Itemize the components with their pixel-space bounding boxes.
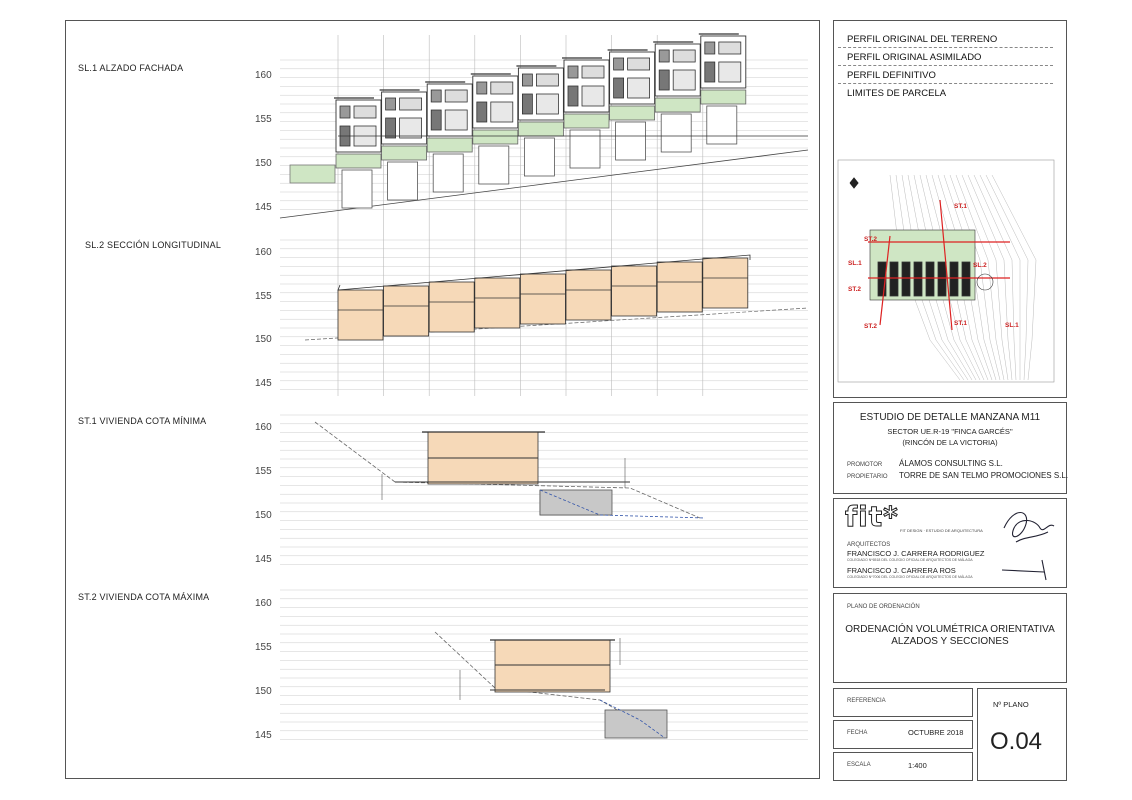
legend-item-3: PERFIL DEFINITIVO	[847, 70, 936, 81]
owner-value: TORRE DE SAN TELMO PROMOCIONES S.L.	[899, 471, 1069, 480]
terrace	[610, 106, 655, 120]
elev-st1-145: 145	[255, 554, 272, 565]
keymap-label-st2-b: ST.2	[864, 323, 878, 330]
window	[582, 86, 604, 106]
volume-fill	[566, 270, 611, 320]
elev-sl1-145: 145	[255, 202, 272, 213]
garage	[524, 138, 554, 176]
legend-item-2: PERFIL ORIGINAL ASIMILADO	[847, 52, 982, 63]
plan-label: PLANO DE ORDENACIÓN	[847, 604, 920, 610]
garage	[342, 170, 372, 208]
window	[431, 90, 441, 102]
window	[568, 66, 578, 78]
window	[354, 106, 376, 118]
terrace	[336, 154, 381, 168]
terrace	[518, 122, 563, 136]
garage	[707, 106, 737, 144]
window	[582, 66, 604, 78]
architects-label: ARQUITECTOS	[847, 542, 891, 548]
terrace	[564, 114, 609, 128]
promotor-value: ÁLAMOS CONSULTING S.L.	[899, 459, 1003, 468]
window	[568, 86, 578, 106]
window	[628, 58, 650, 70]
window	[719, 42, 741, 54]
date-value: OCTUBRE 2018	[908, 728, 964, 737]
window	[659, 50, 669, 62]
section-label-st2: ST.2 VIVIENDA COTA MÁXIMA	[78, 592, 210, 602]
architect-1-note: COLEGIADO Nº6518 DEL COLEGIO OFICIAL DE ARQUITECTOS DE MÁLAGA	[847, 558, 973, 562]
volume-fill	[338, 290, 383, 340]
keymap-label-st2: ST.2	[864, 236, 878, 243]
keymap-label-sl2: SL.2	[973, 262, 987, 269]
garage	[479, 146, 509, 184]
architect-1: FRANCISCO J. CARRERA RODRIGUEZ	[847, 549, 985, 558]
project-location: (RINCÓN DE LA VICTORIA)	[902, 438, 998, 447]
volume-fill	[612, 266, 657, 316]
volume-fill	[429, 282, 474, 332]
window	[445, 110, 467, 130]
keymap-label-sl1: SL.1	[848, 260, 862, 267]
window	[400, 118, 422, 138]
section-label-sl1: SL.1 ALZADO FACHADA	[78, 63, 184, 73]
keymap-label-sl1-b: SL.1	[1005, 322, 1019, 329]
window	[431, 110, 441, 130]
window	[477, 102, 487, 122]
garage	[388, 162, 418, 200]
firm-logo: fit*	[845, 500, 899, 533]
volume-fill	[475, 278, 520, 328]
window	[400, 98, 422, 110]
plan-number: O.04	[990, 728, 1043, 755]
window	[719, 62, 741, 82]
elev-sl2-160: 160	[255, 247, 272, 258]
elev-st1-160: 160	[255, 422, 272, 433]
garden-terrace	[290, 165, 335, 183]
scale-value: 1:400	[908, 761, 927, 770]
elev-sl1-155: 155	[255, 114, 272, 125]
volume-fill	[384, 286, 429, 336]
architect-2: FRANCISCO J. CARRERA ROS	[847, 566, 956, 575]
window	[491, 102, 513, 122]
legend-line-2	[838, 65, 1053, 66]
date-label: FECHA	[847, 730, 868, 736]
window	[445, 90, 467, 102]
signature	[996, 502, 1060, 582]
elev-sl2-150: 150	[255, 334, 272, 345]
terrace	[473, 130, 518, 144]
window	[491, 82, 513, 94]
firm-tagline: FIT DESIGN · ESTUDIO DE ARQUITECTURA	[900, 528, 983, 533]
section-label-sl2: SL.2 SECCIÓN LONGITUDINAL	[85, 240, 222, 250]
window	[614, 58, 624, 70]
elev-sl1-150: 150	[255, 158, 272, 169]
window	[536, 74, 558, 86]
section-label-st1: ST.1 VIVIENDA COTA MÍNIMA	[78, 416, 207, 426]
garage	[433, 154, 463, 192]
keymap-label-sl-b: ST.2	[848, 286, 862, 293]
elev-sl1-160: 160	[255, 70, 272, 81]
elev-st2-155: 155	[255, 642, 272, 653]
legend-item-1: PERFIL ORIGINAL DEL TERRENO	[847, 34, 998, 45]
window	[673, 70, 695, 90]
terrace	[382, 146, 427, 160]
volume-fill	[495, 640, 610, 692]
window	[614, 78, 624, 98]
promotor-label: PROMOTOR	[847, 462, 883, 468]
window	[673, 50, 695, 62]
plan-number-label: Nº PLANO	[993, 700, 1029, 709]
project-sector: SECTOR UE.R-19 "FINCA GARCÉS"	[887, 427, 1013, 436]
volume-fill	[657, 262, 702, 312]
terrace	[427, 138, 472, 152]
window	[386, 98, 396, 110]
window	[340, 106, 350, 118]
window	[386, 118, 396, 138]
window	[659, 70, 669, 90]
plan-title-1: ORDENACIÓN VOLUMÉTRICA ORIENTATIVA	[845, 624, 1055, 635]
elev-st2-145: 145	[255, 730, 272, 741]
terrace	[655, 98, 700, 112]
elev-st2-150: 150	[255, 686, 272, 697]
project-title: ESTUDIO DE DETALLE MANZANA M11	[859, 412, 1041, 423]
window	[477, 82, 487, 94]
legend-item-4: LIMITES DE PARCELA	[847, 88, 947, 99]
basement	[605, 710, 667, 738]
window	[522, 74, 532, 86]
elev-sl2-145: 145	[255, 378, 272, 389]
reference-label: REFERENCIA	[847, 698, 886, 704]
keymap-label-st1: ST.1	[954, 203, 968, 210]
volume-fill	[703, 258, 748, 308]
basement	[540, 490, 612, 515]
scale-label: ESCALA	[847, 762, 871, 768]
elev-st1-150: 150	[255, 510, 272, 521]
plan-title-2: ALZADOS Y SECCIONES	[891, 636, 1009, 647]
keymap-label-st1-b: ST.1	[954, 320, 968, 327]
elev-st2-160: 160	[255, 598, 272, 609]
terrace	[701, 90, 746, 104]
garage	[661, 114, 691, 152]
window	[536, 94, 558, 114]
window	[705, 42, 715, 54]
window	[628, 78, 650, 98]
architect-2-note: COLEGIADO Nº7006 DEL COLEGIO OFICIAL DE ARQUITECTOS DE MÁLAGA	[847, 575, 973, 579]
elev-st1-155: 155	[255, 466, 272, 477]
window	[522, 94, 532, 114]
legend-line-1	[838, 47, 1053, 48]
legend-line-3	[838, 83, 1053, 84]
owner-label: PROPIETARIO	[847, 474, 888, 480]
elev-sl2-155: 155	[255, 291, 272, 302]
volume-fill	[520, 274, 565, 324]
garage	[616, 122, 646, 160]
window	[705, 62, 715, 82]
